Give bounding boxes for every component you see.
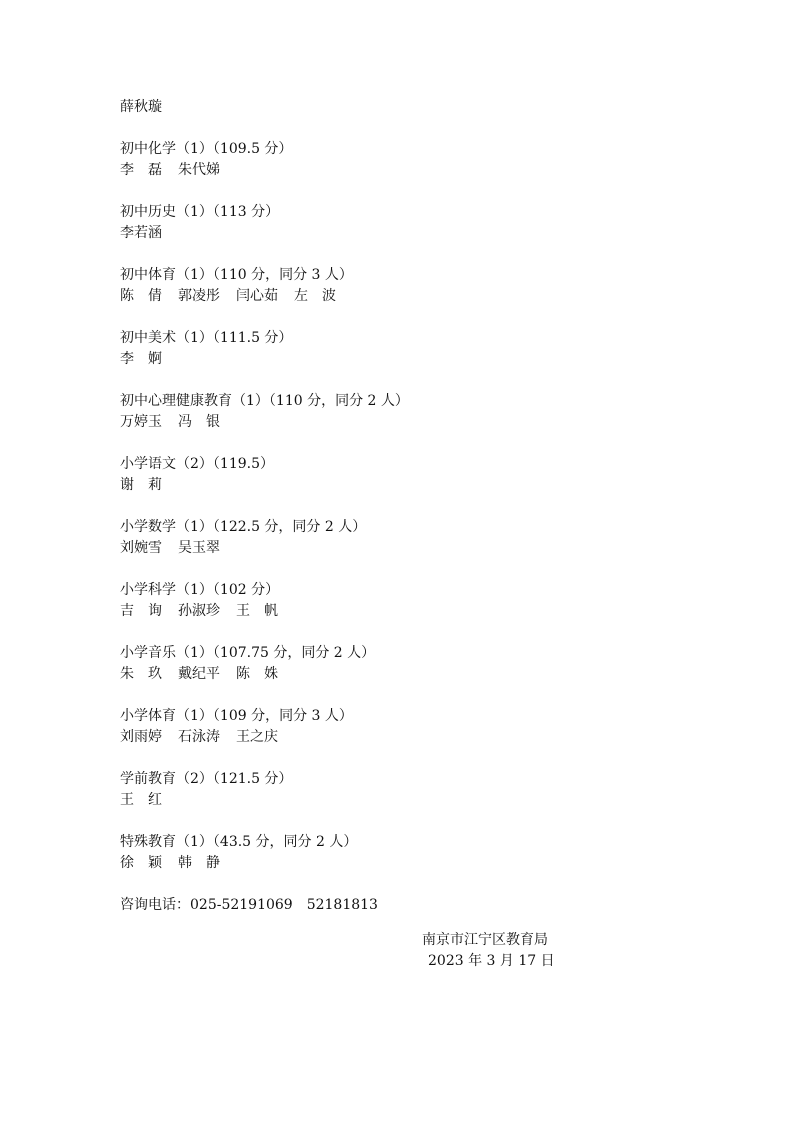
subject-section: [120, 139, 680, 181]
candidate-name: 韩 静: [178, 855, 220, 871]
candidate-name: 吉 询: [120, 603, 162, 619]
subject-heading: 初中心理健康教育（1）（110 分，同分 2 人）: [120, 393, 409, 409]
candidate-name: 陈 姝: [236, 666, 278, 682]
candidate-name: 刘雨婷: [120, 729, 162, 745]
candidate-name: 王 红: [120, 792, 162, 808]
candidate-name: 陈 倩: [120, 288, 162, 304]
subject-list: [120, 139, 680, 874]
candidate-name: 朱代娣: [178, 162, 220, 178]
subject-section: [120, 391, 680, 433]
contact-phone: 咨询电话：025-52191069 52181813: [120, 897, 378, 913]
candidate-name: 闫心茹: [236, 288, 278, 304]
candidate-name: 徐 颖: [120, 855, 162, 871]
candidate-name: 王 帆: [236, 603, 278, 619]
candidate-name: 万婷玉: [120, 414, 162, 430]
candidate-name: 朱 玖: [120, 666, 162, 682]
subject-section: [120, 517, 680, 559]
subject-section: [120, 202, 680, 244]
candidate-name: 谢 莉: [120, 477, 162, 493]
candidate-names: [120, 160, 680, 181]
subject-heading: 学前教育（2）（121.5 分）: [120, 771, 293, 787]
candidate-names: [120, 727, 680, 748]
candidate-names: [120, 664, 680, 685]
candidate-name: 石泳涛: [178, 729, 220, 745]
candidate-name: 刘婉雪: [120, 540, 162, 556]
subject-section: [120, 832, 680, 874]
subject-heading: 小学科学（1）（102 分）: [120, 582, 280, 598]
subject-section: [120, 706, 680, 748]
candidate-names: [120, 412, 680, 433]
candidate-name: 孙淑珍: [178, 603, 220, 619]
leading-name-block: [120, 97, 680, 118]
leading-name: 薛秋璇: [120, 99, 162, 115]
candidate-names: [120, 475, 680, 496]
subject-heading: 初中美术（1）（111.5 分）: [120, 330, 293, 346]
subject-heading: 初中历史（1）（113 分）: [120, 204, 280, 220]
subject-heading: 小学数学（1）（122.5 分，同分 2 人）: [120, 519, 367, 535]
candidate-name: 左 波: [294, 288, 336, 304]
subject-heading: 特殊教育（1）（43.5 分，同分 2 人）: [120, 834, 358, 850]
subject-heading: 小学音乐（1）（107.75 分，同分 2 人）: [120, 645, 376, 661]
subject-section: [120, 454, 680, 496]
subject-section: [120, 643, 680, 685]
candidate-name: 李若涵: [120, 225, 162, 241]
candidate-names: [120, 286, 680, 307]
subject-section: [120, 769, 680, 811]
candidate-name: 李 婀: [120, 351, 162, 367]
subject-heading: 初中体育（1）（110 分，同分 3 人）: [120, 267, 353, 283]
signature-block: [422, 930, 622, 972]
candidate-names: [120, 349, 680, 370]
candidate-names: [120, 790, 680, 811]
candidate-name: 郭凌彤: [178, 288, 220, 304]
subject-heading: 小学体育（1）（109 分，同分 3 人）: [120, 708, 353, 724]
issue-date: 2023 年 3 月 17 日: [428, 953, 555, 969]
candidate-names: [120, 853, 680, 874]
subject-section: [120, 580, 680, 622]
candidate-name: 戴纪平: [178, 666, 220, 682]
subject-heading: 小学语文（2）（119.5）: [120, 456, 274, 472]
candidate-name: 吴玉翠: [178, 540, 220, 556]
subject-section: [120, 328, 680, 370]
subject-section: [120, 265, 680, 307]
candidate-name: 王之庆: [236, 729, 278, 745]
document-body: [120, 97, 680, 916]
candidate-name: 冯 银: [178, 414, 220, 430]
subject-heading: 初中化学（1）（109.5 分）: [120, 141, 293, 157]
candidate-names: [120, 538, 680, 559]
issuing-organization: 南京市江宁区教育局: [422, 932, 548, 948]
candidate-names: [120, 223, 680, 244]
candidate-names: [120, 601, 680, 622]
candidate-name: 李 磊: [120, 162, 162, 178]
